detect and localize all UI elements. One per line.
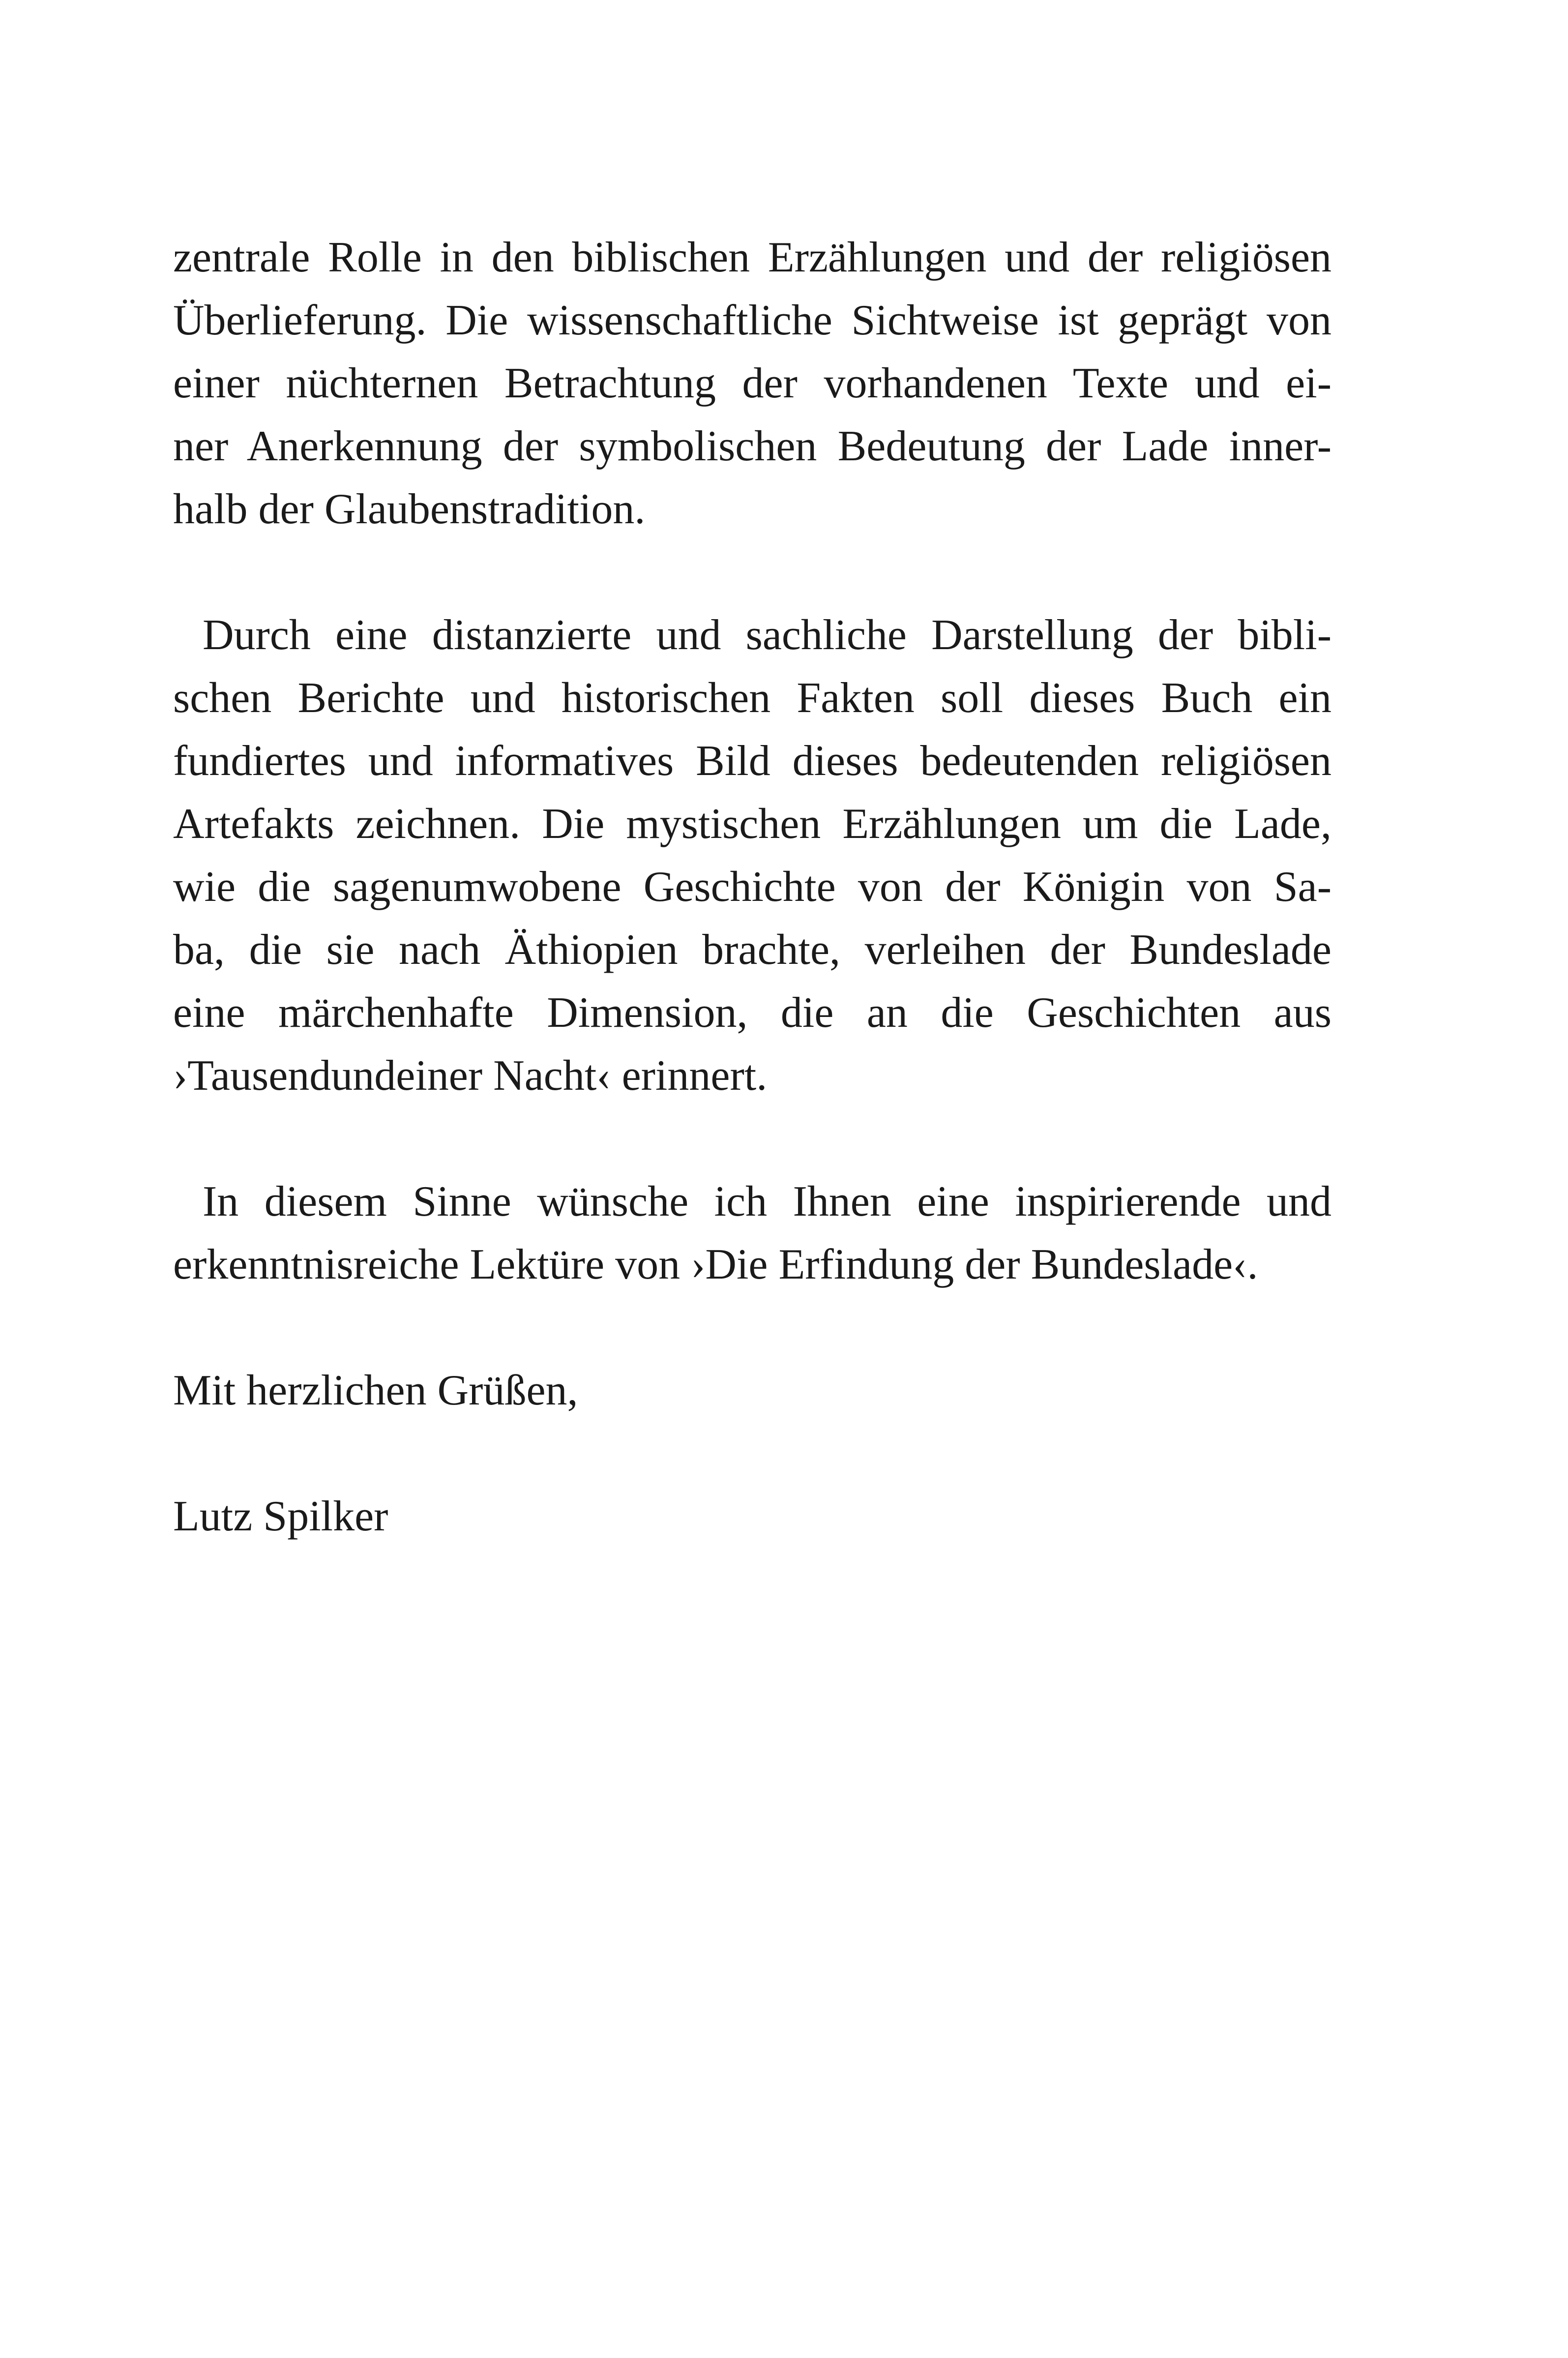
signature: Lutz Spilker <box>173 1492 388 1540</box>
text-line: einer nüchternen Betrachtung der vorhandenen Texte und ei- <box>173 359 1331 407</box>
text-line: halb der Glaubenstradition. <box>173 485 646 533</box>
text-line: Artefakts zeichnen. Die mystischen Erzählungen um die Lade, <box>173 800 1331 848</box>
text-line: Durch eine distanzierte und sachliche Darstellung der bibli- <box>203 611 1331 659</box>
text-line: fundiertes und informatives Bild dieses bedeutenden religiösen <box>173 737 1331 785</box>
text-line: erkenntnisreiche Lektüre von ›Die Erfindung der Bundeslade‹. <box>173 1241 1258 1288</box>
text-line: wie die sagenumwobene Geschichte von der Königin von Sa- <box>173 863 1331 911</box>
text-line: ba, die sie nach Äthiopien brachte, verleihen der Bundeslade <box>173 926 1331 974</box>
text-line: Überlieferung. Die wissenschaftliche Sichtweise ist geprägt von <box>173 297 1331 344</box>
text-line: ner Anerkennung der symbolischen Bedeutung der Lade inner- <box>173 422 1331 470</box>
closing-line: Mit herzlichen Grüßen, <box>173 1367 578 1414</box>
text-line: ›Tausendundeiner Nacht‹ erinnert. <box>173 1052 768 1100</box>
text-line: In diesem Sinne wünsche ich Ihnen eine inspirierende und <box>203 1178 1331 1225</box>
text-line: schen Berichte und historischen Fakten soll dieses Buch ein <box>173 674 1331 722</box>
text-line: zentrale Rolle in den biblischen Erzählungen und der religiösen <box>173 234 1331 281</box>
text-line: eine märchenhafte Dimension, die an die Geschichten aus <box>173 989 1331 1037</box>
